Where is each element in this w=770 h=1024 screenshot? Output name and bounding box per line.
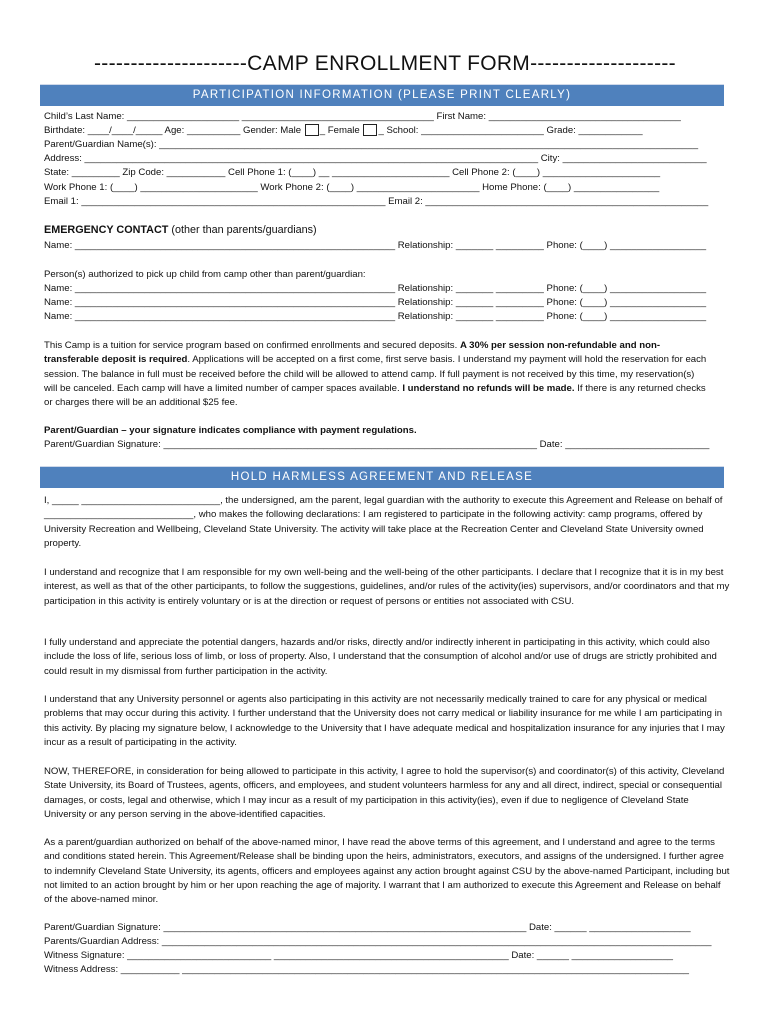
agreement-paragraph-6: As a parent/guardian authorized on behalf of the above-named minor, I have read the above terms of this agreement, and I understand and agree to the terms and conditions stated herein. This Agreement/Release shall be binding upon the heirs, administrators, executors, and assigns of the undersigned. I further agree to indemnify Cleveland State University, its agents, officers and employees against any action brought against CSU by the above-named Participant, including but not limited to an action brought by him or her upon reaching the age of majority. I warrant that I am authorized to execute this Agreement and Release on behalf of the above-named minor. xyxy=(44,837,730,906)
school-grade-label: _ School: _______________________ Grade: ____________ xyxy=(378,125,643,136)
participation-section-header: PARTICIPATION INFORMATION (PLEASE PRINT CLEARLY) xyxy=(40,84,724,106)
payment-signature-line: Parent/Guardian Signature: ______________________________________________________________________ Date: ___________________________ xyxy=(44,439,710,450)
state-zip-phone-line: State: _________ Zip Code: ___________ Cell Phone 1: (____) __ ______________________ Cell Phone 2: (____) ______________________ xyxy=(44,167,661,178)
returned-check-fee-text: If there is any returned checks or charges there will be an additional $25 fee. xyxy=(44,382,706,409)
hold-harmless-section-header: HOLD HARMLESS AGREEMENT AND RELEASE xyxy=(40,466,724,488)
address-line: Address: _____________________________________________________________________________________ City: ___________________________ xyxy=(44,153,707,164)
agreement-parent-signature-line: Parent/Guardian Signature: ____________________________________________________________________ Date: ______ ___________________ xyxy=(44,922,691,933)
agreement-paragraph-3: I fully understand and appreciate the potential dangers, hazards and/or risks, directly and/or indirectly inherent in participating in this activity, which could also include the loss of life, serious loss of limb, or loss of property. Also, I understand that the consumption of alcohol and/or use of drugs are strictly prohibited and could result in my dismissal from further participation in the activity. xyxy=(44,637,717,677)
payment-policy-text-2: . Applications will be accepted on a first come, first serve basis. I understand my payment will hold the reservation for each session. The balance in full must be received before the child will be allowed to attend camp. If full payment is not received by this time, my reservation(s) will be canceled. Each camp will have a limited number of camper spaces available. xyxy=(44,354,707,394)
emergency-contact-name-line: Name: ____________________________________________________________ Relationship: _______ _________ Phone: (____) __________________ xyxy=(44,240,707,251)
payment-policy-text-1: This Camp is a tuition for service program based on confirmed enrollments and secured deposits. xyxy=(44,340,460,351)
emergency-contact-heading xyxy=(44,224,317,237)
emergency-contact-title: EMERGENCY CONTACT xyxy=(44,224,169,236)
pickup-name-line-1: Name: ____________________________________________________________ Relationship: _______ _________ Phone: (____) __________________ xyxy=(44,283,707,294)
male-checkbox[interactable] xyxy=(305,124,319,136)
deposit-requirement: A 30% per session non-refundable and non-transferable deposit is required xyxy=(44,340,661,366)
agreement-paragraph-2: I understand and recognize that I am responsible for my own well-being and the well-being of the other participants. I declare that I recognize that it is in my best interest, as well as that of the other participants, to follow the suggestions, guidelines, and/or rules of the activity(ies) supervisors, and/or coordinators and that my participation in this activity is entirely voluntary or is at the direction or request of persons or entities not associated with CSU. xyxy=(44,567,730,607)
pickup-name-line-2: Name: ____________________________________________________________ Relationship: _______ _________ Phone: (____) __________________ xyxy=(44,297,707,308)
female-checkbox[interactable] xyxy=(363,124,377,136)
birthdate-age-label: Birthdate: ____/____/_____ Age: __________ Gender: Male xyxy=(44,125,304,136)
email-line: Email 1: _________________________________________________________ Email 2: _____________________________________________________ xyxy=(44,196,709,207)
emergency-contact-note: (other than parents/guardians) xyxy=(168,224,317,236)
witness-address-line: Witness Address: ___________ _______________________________________________________________________________________________ xyxy=(44,964,690,975)
form-title: ---------------------CAMP ENROLLMENT FORM-------------------- xyxy=(94,52,676,75)
agreement-paragraph-1: I, _____ __________________________, the undersigned, am the parent, legal guardian with the authority to execute this Agreement and Release on behalf of ____________________________, who makes the following declarations: I am registered to participate in the following activity: camp programs, offered by University Recreation and Wellbeing, Cleveland State University. The activity will take place at the Recreation Center and Cleveland State University owned property. xyxy=(44,495,723,549)
payment-signature-heading: Parent/Guardian – your signature indicates compliance with payment regulations. xyxy=(44,425,417,436)
payment-policy-paragraph xyxy=(44,339,709,410)
work-home-phone-line: Work Phone 1: (____) ______________________ Work Phone 2: (____) _______________________ Home Phone: (____) ________________ xyxy=(44,182,660,193)
agreement-paragraph-5: NOW, THEREFORE, in consideration for being allowed to participate in this activity, I agree to hold the supervisor(s) and coordinator(s) of this activity, Cleveland State University, its Board of Trustees, agents, officers, and employees, and student volunteers harmless for any and all direct, indirect, special or consequential damages, or costs, legal and otherwise, which I may incur as a result of my participation in this activity(ies), even if due to negligence of Cleveland State University or any person serving in the above-identified capacities. xyxy=(44,766,725,820)
female-label: _ Female xyxy=(319,125,363,136)
birthdate-gender-school-line xyxy=(44,124,643,137)
child-name-line: Child’s Last Name: _____________________ ____________________________________ First Name: ____________________________________ xyxy=(44,111,681,122)
parent-name-line: Parent/Guardian Name(s): _____________________________________________________________________________________________________ xyxy=(44,139,699,150)
agreement-parent-address-line: Parents/Guardian Address: _______________________________________________________________________________________________________ xyxy=(44,936,712,947)
pickup-name-line-3: Name: ____________________________________________________________ Relationship: _______ _________ Phone: (____) __________________ xyxy=(44,311,707,322)
agreement-paragraph-4: I understand that any University personnel or agents also participating in this activity are not necessarily medically trained to care for any physical or medical problems that may occur during this activity. I further understand that the University does not carry medical or liability insurance for me while I am participating in this activity. By placing my signature below, I acknowledge to the University that I have adequate medical and hospitalization insurance for any injuries that I may incur as a result of participating in the activity. xyxy=(44,694,725,748)
witness-signature-line: Witness Signature: ___________________________ ____________________________________________ Date: ______ ___________________ xyxy=(44,950,673,961)
pickup-authorized-label: Person(s) authorized to pick up child from camp other than parent/guardian: xyxy=(44,269,366,280)
no-refunds-statement: I understand no refunds will be made. xyxy=(402,382,575,394)
